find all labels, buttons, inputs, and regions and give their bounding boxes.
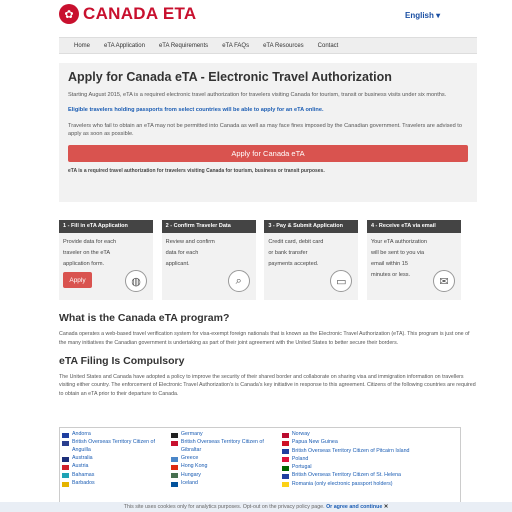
- country-link[interactable]: British Overseas Territory Citizen of Anguilla: [62, 439, 165, 454]
- flag-icon: [282, 474, 289, 479]
- country-link[interactable]: Portugal: [282, 464, 460, 472]
- country-link[interactable]: British Overseas Territory Citizen of St. Helena: [282, 472, 460, 480]
- flag-icon: [282, 449, 289, 454]
- step-title: 1 - Fill in eTA Application: [59, 220, 153, 233]
- flag-icon: [282, 466, 289, 471]
- country-link[interactable]: Barbados: [62, 480, 165, 488]
- language-label: English: [405, 11, 434, 20]
- step-card-1: [59, 220, 153, 300]
- step-card-3: [264, 220, 358, 300]
- cookie-banner: [0, 502, 512, 512]
- page-title: Apply for Canada eTA - Electronic Travel Authorization: [68, 70, 392, 84]
- maple-leaf-icon: ✿: [59, 4, 79, 24]
- flag-icon: [62, 433, 69, 438]
- hero-intro: Starting August 2015, eTA is a required electronic travel authorization for travelers visiting Canada for tourism, transit or business visits under six months.: [68, 92, 447, 98]
- flag-icon: [62, 457, 69, 462]
- flag-icon: [282, 441, 289, 446]
- country-link[interactable]: Andorra: [62, 431, 165, 439]
- envelope-icon: ✉: [433, 270, 455, 292]
- step-title: 2 - Confirm Traveler Data: [162, 220, 256, 233]
- language-selector[interactable]: [405, 11, 440, 20]
- flag-icon: [282, 482, 289, 487]
- country-link[interactable]: Iceland: [171, 480, 274, 488]
- nav-eta-faqs[interactable]: eTA FAQs: [222, 43, 250, 49]
- country-link[interactable]: Greece: [171, 455, 274, 463]
- hero-note: eTA is a required travel authorization for travelers visiting Canada for tourism, business or transit purposes.: [68, 168, 325, 175]
- country-column-3: [282, 431, 460, 506]
- flag-icon: [171, 482, 178, 487]
- section-body-what: Canada operates a web-based travel verification system for visa-exempt foreign nationals that is known as the Electronic Travel Authorization (eTA). This program is just one of the many initiatives the Canadian government is undertaking as part of their joint agreement with the United States to better secure their borders.: [59, 331, 470, 346]
- step-description: Your eTA authorization will be sent to you via email within 15 minutes or less.: [370, 239, 427, 278]
- step-title: 3 - Pay & Submit Application: [264, 220, 358, 233]
- site-logo[interactable]: [59, 4, 197, 24]
- nav-eta-application[interactable]: eTA Application: [104, 43, 145, 49]
- flag-icon: [62, 441, 69, 446]
- search-document-icon: ⌕: [228, 270, 250, 292]
- flag-icon: [62, 465, 69, 470]
- step-card-4: [367, 220, 461, 300]
- process-steps: [59, 220, 461, 300]
- flag-icon: [62, 482, 69, 487]
- close-icon[interactable]: ✕: [383, 504, 389, 510]
- nav-contact[interactable]: Contact: [317, 43, 339, 49]
- flag-icon: [171, 457, 178, 462]
- flag-icon: [282, 457, 289, 462]
- country-link[interactable]: British Overseas Territory Citizen of Pitcairn Island: [282, 448, 460, 456]
- step-description: Provide data for each traveler on the eTA application form.: [63, 239, 117, 267]
- step-card-2: [162, 220, 256, 300]
- flag-icon: [171, 441, 178, 446]
- logo-text: CANADA ETA: [83, 4, 197, 23]
- country-link[interactable]: Bahamas: [62, 472, 165, 480]
- section-body-filing: The United States and Canada have adopted a policy to improve the security of their shared border and collaborate on sharing visa and immigration information on travellers visiting either country. The enforcement of Electronic Travel Authorization's is Canada's key initiative in response to this agreement. Citizens of the following countries are required to obtain an eTA prior to their departure to Canada.: [59, 373, 476, 398]
- chevron-down-icon: ▾: [436, 11, 441, 20]
- main-nav: [59, 37, 477, 54]
- section-title-what: What is the Canada eTA program?: [59, 312, 230, 324]
- country-link[interactable]: Poland: [282, 456, 460, 464]
- step-description: Credit card, debit card or bank transfer payments accepted.: [268, 239, 324, 267]
- country-link[interactable]: Australia: [62, 455, 165, 463]
- main-content: [59, 312, 477, 399]
- eligible-text: Eligible travelers holding passports from select countries will be able to apply for an eTA online.: [68, 106, 324, 113]
- flag-icon: [171, 473, 178, 478]
- country-link[interactable]: Hong Kong: [171, 463, 274, 471]
- country-link[interactable]: British Overseas Territory Citizen of Gibraltar: [171, 439, 274, 454]
- country-column-2: [171, 431, 274, 506]
- nav-eta-resources[interactable]: eTA Resources: [263, 43, 304, 49]
- section-title-filing: eTA Filing Is Compulsory: [59, 354, 185, 367]
- country-link[interactable]: Norway: [282, 431, 460, 439]
- flag-icon: [171, 433, 178, 438]
- flag-icon: [282, 433, 289, 438]
- country-link[interactable]: Austria: [62, 463, 165, 471]
- passport-icon: ◍: [125, 270, 147, 292]
- country-link[interactable]: Papua New Guinea: [282, 439, 460, 447]
- country-link[interactable]: Germany: [171, 431, 274, 439]
- credit-card-icon: ▭: [330, 270, 352, 292]
- apply-for-eta-button[interactable]: Apply for Canada eTA: [68, 145, 468, 162]
- apply-button[interactable]: Apply: [63, 272, 92, 288]
- country-column-1: [62, 431, 165, 506]
- nav-eta-requirements[interactable]: eTA Requirements: [158, 43, 209, 49]
- hero-panel: [59, 63, 477, 202]
- hero-warning: Travelers who fail to obtain an eTA may not be permitted into Canada as well as may face fines imposed by the Canadian government. Travelers are advised to apply as soon as possible.: [68, 122, 462, 138]
- nav-home[interactable]: Home: [74, 43, 91, 49]
- country-link[interactable]: Hungary: [171, 472, 274, 480]
- step-title: 4 - Receive eTA via email: [367, 220, 461, 233]
- cookie-text: This site uses cookies only for analytics purposes. Opt-out on the privacy policy page.: [123, 504, 325, 510]
- top-bar: [0, 0, 512, 32]
- flag-icon: [62, 473, 69, 478]
- flag-icon: [171, 465, 178, 470]
- country-list: [59, 427, 461, 507]
- country-link[interactable]: Romania (only electronic passport holders): [282, 481, 460, 489]
- agree-continue-link[interactable]: Or agree and continue: [326, 504, 383, 510]
- step-description: Review and confirm data for each applicant.: [165, 239, 215, 267]
